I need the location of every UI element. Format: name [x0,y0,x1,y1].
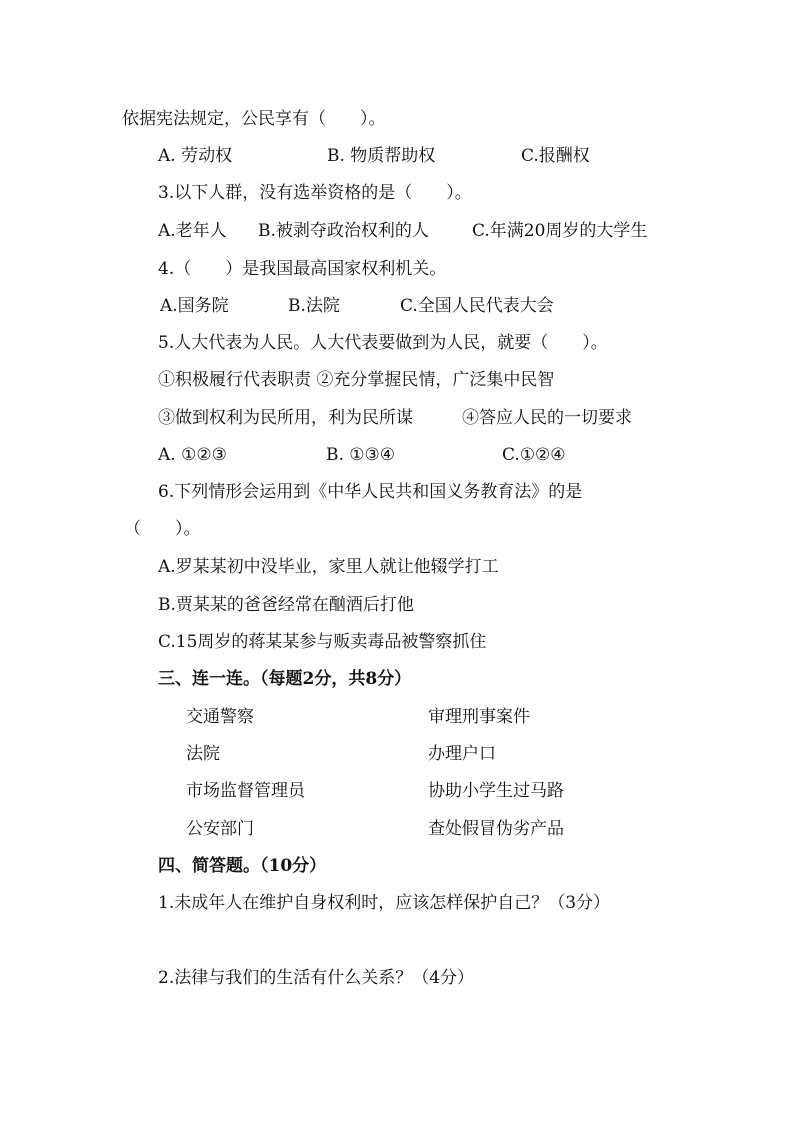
match-right-1: 审理刑事案件 [428,707,530,727]
q4-option-a: A.国务院 [160,296,229,316]
match-left-2: 法院 [186,744,220,764]
q5-items-line1: ①积极履行代表职责 ②充分掌握民情，广泛集中民智 [158,370,555,390]
q5-option-b: B. ①③④ [326,445,396,465]
match-right-4: 查处假冒伪劣产品 [428,819,564,839]
q5-option-a: A. ①②③ [158,445,227,465]
q6-option-a: A.罗某某初中没毕业，家里人就让他辍学打工 [158,557,499,577]
q6-option-b: B.贾某某的爸爸经常在酗酒后打他 [158,595,414,615]
short-answer-1: 1.未成年人在维护自身权利时，应该怎样保护自己？（3分） [158,893,611,913]
q3-option-b: B.被剥夺政治权利的人 [258,221,429,241]
q2-option-a: A. 劳动权 [158,146,233,166]
q3-stem: 3.以下人群，没有选举资格的是（ ）。 [158,183,472,203]
q5-items-line2b: ④答应人民的一切要求 [462,408,632,428]
q6-stem-line1: 6.下列情形会运用到《中华人民共和国义务教育法》的是 [158,482,583,502]
q5-option-c: C.①②④ [502,445,566,465]
match-left-3: 市场监督管理员 [186,781,305,801]
match-right-2: 办理户口 [428,744,496,764]
q4-stem: 4.（ ）是我国最高国家权利机关。 [158,259,447,279]
q5-items-line2a: ③做到权利为民所用，利为民所谋 [158,408,413,428]
q4-option-b: B.法院 [288,296,340,316]
q2-option-b: B. 物质帮助权 [327,146,436,166]
section3-title: 三、连一连。（每题2分，共8分） [158,669,412,689]
q3-option-a: A.老年人 [158,221,227,241]
section4-title: 四、简答题。（10分） [158,856,327,876]
q5-stem: 5.人大代表为人民。人大代表要做到为人民，就要（ ）。 [158,333,608,353]
q2-stem: 依据宪法规定，公民享有（ ）。 [122,109,386,129]
q4-option-c: C.全国人民代表大会 [400,296,554,316]
q6-option-c: C.15周岁的蒋某某参与贩卖毒品被警察抓住 [158,632,487,652]
match-left-1: 交通警察 [186,707,254,727]
q6-stem-line2: （ ）。 [124,519,201,539]
short-answer-2: 2.法律与我们的生活有什么关系？（4分） [158,968,475,988]
match-left-4: 公安部门 [186,819,254,839]
q3-option-c: C.年满20周岁的大学生 [472,221,648,241]
q2-option-c: C.报酬权 [521,146,590,166]
match-right-3: 协助小学生过马路 [428,781,564,801]
